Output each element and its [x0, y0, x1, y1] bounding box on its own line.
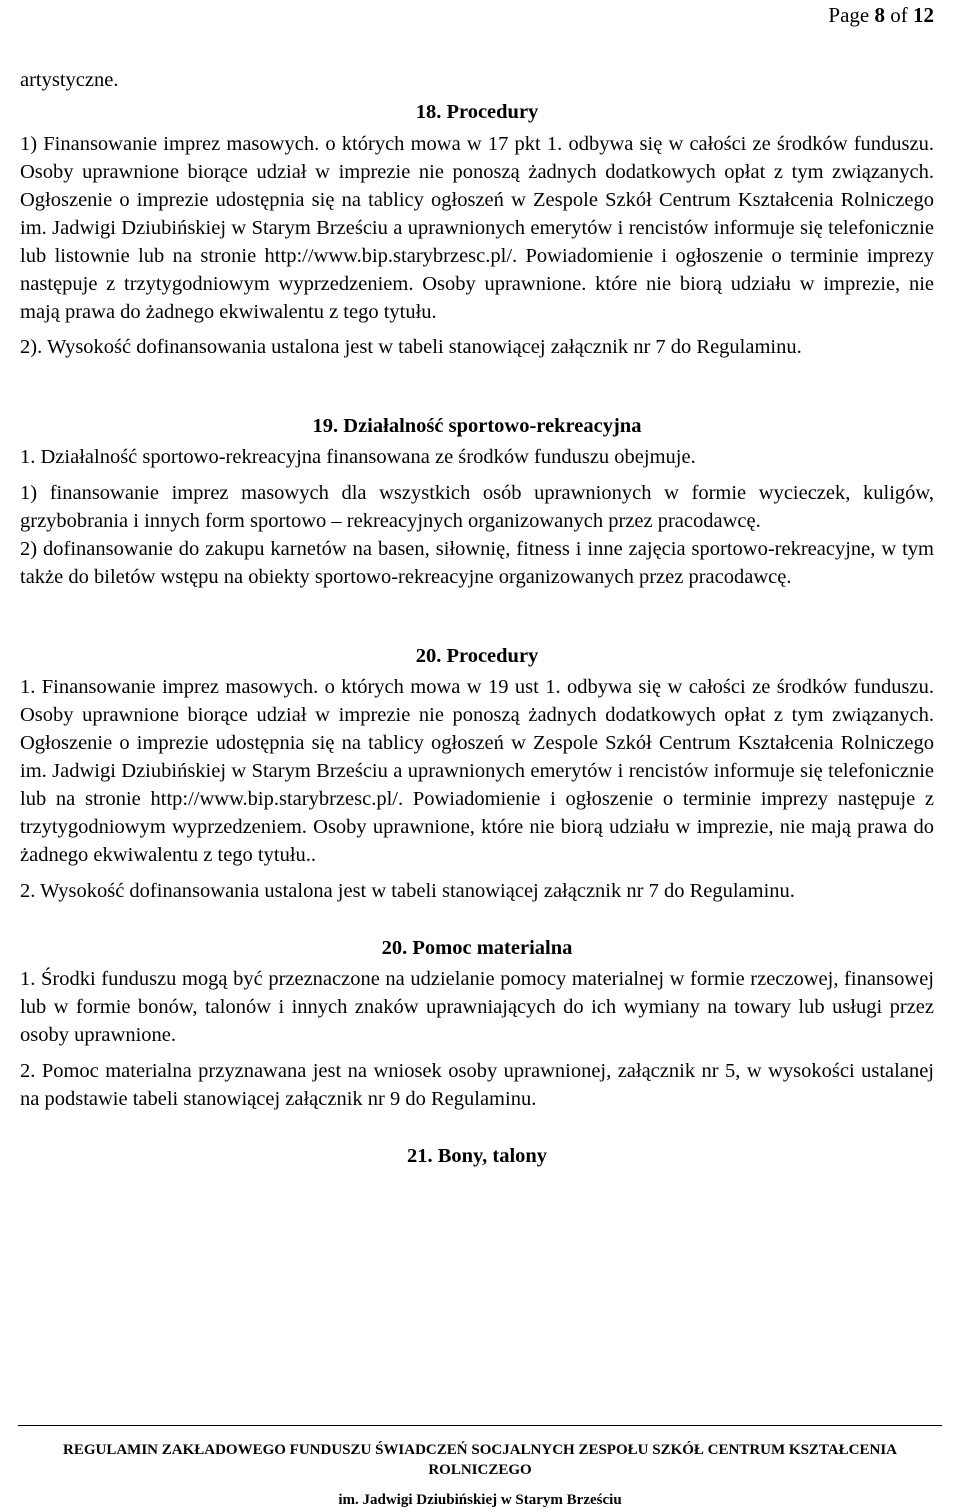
footer-title: REGULAMIN ZAKŁADOWEGO FUNDUSZU ŚWIADCZEŃ SOCJALNYCH ZESPOŁU SZKÓŁ CENTRUM KSZTAŁCENIA ROLNICZEGO — [62, 1442, 897, 1478]
section-20-material-heading: 20. Pomoc materialna — [381, 937, 573, 959]
page-total: 12 — [913, 3, 934, 27]
section-20-procedures-paragraph-2: 2. Wysokość dofinansowania ustalona jest w tabeli stanowiącej załącznik nr 7 do Regulaminu. — [20, 880, 795, 902]
page-current: 8 — [874, 3, 885, 27]
page-number — [828, 2, 934, 28]
footer-subtitle: im. Jadwigi Dziubińskiej w Starym Brześciu — [338, 1492, 622, 1508]
intro-tail: artystyczne. — [20, 69, 119, 91]
section-18-paragraph-1: 1) Finansowanie imprez masowych. o których mowa w 17 pkt 1. odbywa się w całości ze środków funduszu. Osoby uprawnione biorące udział w imprezie nie ponoszą żadnych dodatkowych opłat z tym związanych. Ogłoszenie o imprezie udostępnia się na tablicy ogłoszeń w Zespole Szkół Centrum Kształcenia Rolniczego im. Jadwigi Dziubińskiej w Starym Brześciu a uprawnionych emerytów i rencistów informuje się telefonicznie lub listownie lub na stronie http://www.bip.starybrzesc.pl/. Powiadomienie i ogłoszenie o terminie imprezy następuje z trzytygodniowym wyprzedzeniem. Osoby uprawnione. które nie biorą udziału w imprezie, nie mają prawa do żadnego ekwiwalentu z tego tytułu. — [20, 133, 934, 323]
page-of: of — [885, 3, 913, 27]
section-20-material-paragraph-1: 1. Środki funduszu mogą być przeznaczone na udzielanie pomocy materialnej w formie rzeczowej, finansowej lub w formie bonów, talonów i innych znaków uprawniających do ich wymiany na towary lub usługi przez osoby uprawnione. — [20, 968, 934, 1046]
document-footer — [18, 1425, 942, 1510]
page-prefix: Page — [828, 3, 875, 27]
section-20-procedures-heading: 20. Procedury — [415, 645, 539, 667]
section-18-heading: 18. Procedury — [415, 101, 539, 123]
section-20-material-paragraph-2: 2. Pomoc materialna przyznawana jest na wniosek osoby uprawnionej, załącznik nr 5, w wysokości ustalanej na podstawie tabeli stanowiącej załącznik nr 9 do Regulaminu. — [20, 1060, 934, 1110]
section-19-paragraph-3: 2) dofinansowanie do zakupu karnetów na basen, siłownię, fitness i inne zajęcia sportowo-rekreacyjne, w tym także do biletów wstępu na obiekty sportowo-rekreacyjne organizowanych przez pracodawcę. — [20, 538, 934, 588]
section-19-paragraph-2: 1) finansowanie imprez masowych dla wszystkich osób uprawnionych w formie wycieczek, kuligów, grzybobrania i innych form sportowo – rekreacyjnych organizowanych przez pracodawcę. — [20, 482, 934, 532]
document-body — [20, 66, 934, 1170]
section-19-heading: 19. Działalność sportowo-rekreacyjna — [312, 415, 642, 437]
section-20-procedures-paragraph-1: 1. Finansowanie imprez masowych. o których mowa w 19 ust 1. odbywa się w całości ze środków funduszu. Osoby uprawnione biorące udział w imprezie nie ponoszą żadnych dodatkowych opłat z tym związanych. Ogłoszenie o imprezie udostępnia się na tablicy ogłoszeń w Zespole Szkół Centrum Kształcenia Rolniczego im. Jadwigi Dziubińskiej w Starym Brześciu a uprawnionych emerytów i rencistów informuje się telefonicznie lub na stronie http://www.bip.starybrzesc.pl/. Powiadomienie i ogłoszenie o terminie imprezy następuje z trzytygodniowym wyprzedzeniem. Osoby uprawnione, które nie biorą udziału w imprezie, nie mają prawa do żadnego ekwiwalentu z tego tytułu.. — [20, 676, 934, 866]
section-18-paragraph-2: 2). Wysokość dofinansowania ustalona jest w tabeli stanowiącej załącznik nr 7 do Regulaminu. — [20, 336, 802, 358]
section-19-paragraph-1: 1. Działalność sportowo-rekreacyjna finansowana ze środków funduszu obejmuje. — [20, 446, 696, 468]
section-21-heading: 21. Bony, talony — [406, 1145, 548, 1167]
